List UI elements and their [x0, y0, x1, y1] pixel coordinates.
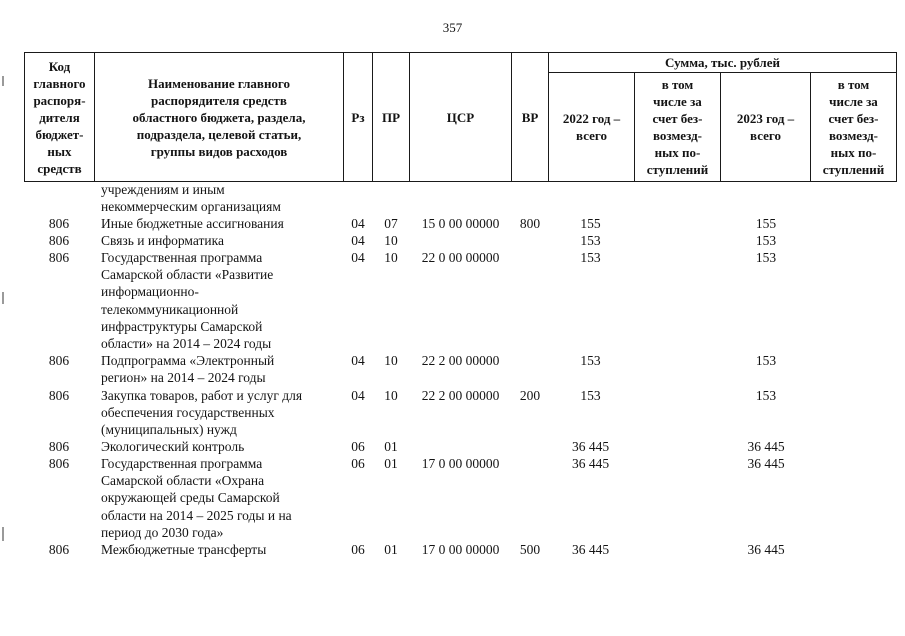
- row-sum-2023: 153: [755, 250, 777, 265]
- header-2023-free: в том числе за счет без- возмезд- ных по- ступлений: [810, 72, 897, 182]
- row-csr: 17 0 00 00000: [421, 456, 500, 471]
- row-rz: 04: [351, 388, 365, 403]
- row-sum-2022: 36 445: [571, 456, 610, 471]
- scan-speck: [2, 76, 4, 86]
- row-code: 806: [48, 233, 70, 248]
- header-name: [94, 52, 344, 182]
- row-vr: 500: [519, 542, 541, 557]
- table-row-name: Закупка товаров, работ и услуг для обеспечения государственных (муниципальных) нужд: [101, 388, 303, 438]
- row-rz: 04: [351, 233, 365, 248]
- row-rz: 04: [351, 353, 365, 368]
- row-csr: 15 0 00 00000: [421, 216, 500, 231]
- row-sum-2022: 153: [580, 233, 601, 248]
- scan-speck: [2, 527, 4, 541]
- row-sum-2023: 36 445: [747, 439, 785, 454]
- header-code: [24, 52, 95, 182]
- header-csr: ЦСР: [409, 52, 512, 182]
- row-csr: 22 0 00 00000: [421, 250, 500, 265]
- row-pr: 10: [384, 233, 398, 248]
- header-name-text: Наименование главного распорядителя средств областного бюджета, раздела, подраздела, целевой статьи, группы видов расходов: [132, 75, 306, 159]
- row-code: 806: [48, 353, 70, 368]
- row-sum-2022: 153: [580, 250, 601, 265]
- row-pr: 07: [384, 216, 398, 231]
- row-code: 806: [48, 216, 70, 231]
- header-2023-total: 2023 год – всего: [720, 72, 811, 182]
- row-sum-2023: 153: [755, 388, 777, 403]
- row-code: 806: [48, 388, 70, 403]
- row-sum-2022: 36 445: [571, 439, 610, 454]
- header-code-text: Код главного распоря- дителя бюджет- ных средств: [33, 58, 86, 176]
- row-code: 806: [48, 439, 70, 454]
- table-row-name: Межбюджетные трансферты: [101, 542, 267, 557]
- row-csr: 22 2 00 00000: [421, 388, 500, 403]
- row-pr: 10: [384, 250, 398, 265]
- row-code: 806: [48, 542, 70, 557]
- row-sum-2023: 153: [755, 353, 777, 368]
- header-rz: Рз: [343, 52, 373, 182]
- table-row-name: Государственная программа Самарской области «Охрана окружающей среды Самарской области на 2014 – 2025 годы и на период до 2030 года»: [101, 456, 292, 540]
- row-rz: 06: [351, 542, 365, 557]
- row-sum-2022: 153: [580, 388, 601, 403]
- row-sum-2023: 153: [755, 233, 777, 248]
- row-sum-2023: 36 445: [747, 456, 785, 471]
- row-vr: 200: [519, 388, 541, 403]
- row-rz: 04: [351, 250, 365, 265]
- row-csr: 22 2 00 00000: [421, 353, 500, 368]
- header-sum-title: Сумма, тыс. рублей: [548, 52, 897, 73]
- header-vr: ВР: [511, 52, 549, 182]
- row-rz: 06: [351, 439, 365, 454]
- page-number: 357: [442, 20, 463, 35]
- table-row-name: учреждениям и иным некоммерческим организациям: [101, 182, 281, 215]
- row-vr: 800: [519, 216, 541, 231]
- table-row-name: Подпрограмма «Электронный регион» на 2014 – 2024 годы: [101, 353, 275, 386]
- table-row-name: Иные бюджетные ассигнования: [101, 216, 284, 231]
- row-pr: 10: [384, 388, 398, 403]
- row-pr: 01: [384, 439, 398, 454]
- row-sum-2022: 36 445: [571, 542, 610, 557]
- row-sum-2022: 155: [580, 216, 601, 231]
- row-pr: 01: [384, 542, 398, 557]
- row-rz: 04: [351, 216, 365, 231]
- table-row-name: Связь и информатика: [101, 233, 224, 248]
- scan-speck: [2, 292, 4, 304]
- header-pr: ПР: [372, 52, 410, 182]
- row-code: 806: [48, 250, 70, 265]
- row-csr: 17 0 00 00000: [421, 542, 500, 557]
- table-row-name: Экологический контроль: [101, 439, 245, 454]
- row-code: 806: [48, 456, 70, 471]
- row-sum-2022: 153: [580, 353, 601, 368]
- row-pr: 01: [384, 456, 398, 471]
- row-rz: 06: [351, 456, 365, 471]
- row-pr: 10: [384, 353, 398, 368]
- row-sum-2023: 155: [755, 216, 777, 231]
- header-2022-total: 2022 год – всего: [548, 72, 635, 182]
- row-sum-2023: 36 445: [747, 542, 785, 557]
- header-2022-free: в том числе за счет без- возмезд- ных по- ступлений: [634, 72, 721, 182]
- table-row-name: Государственная программа Самарской области «Развитие информационно- телекоммуникационной инфраструктуры Самарской области» на 2014 – 2024 годы: [101, 250, 274, 352]
